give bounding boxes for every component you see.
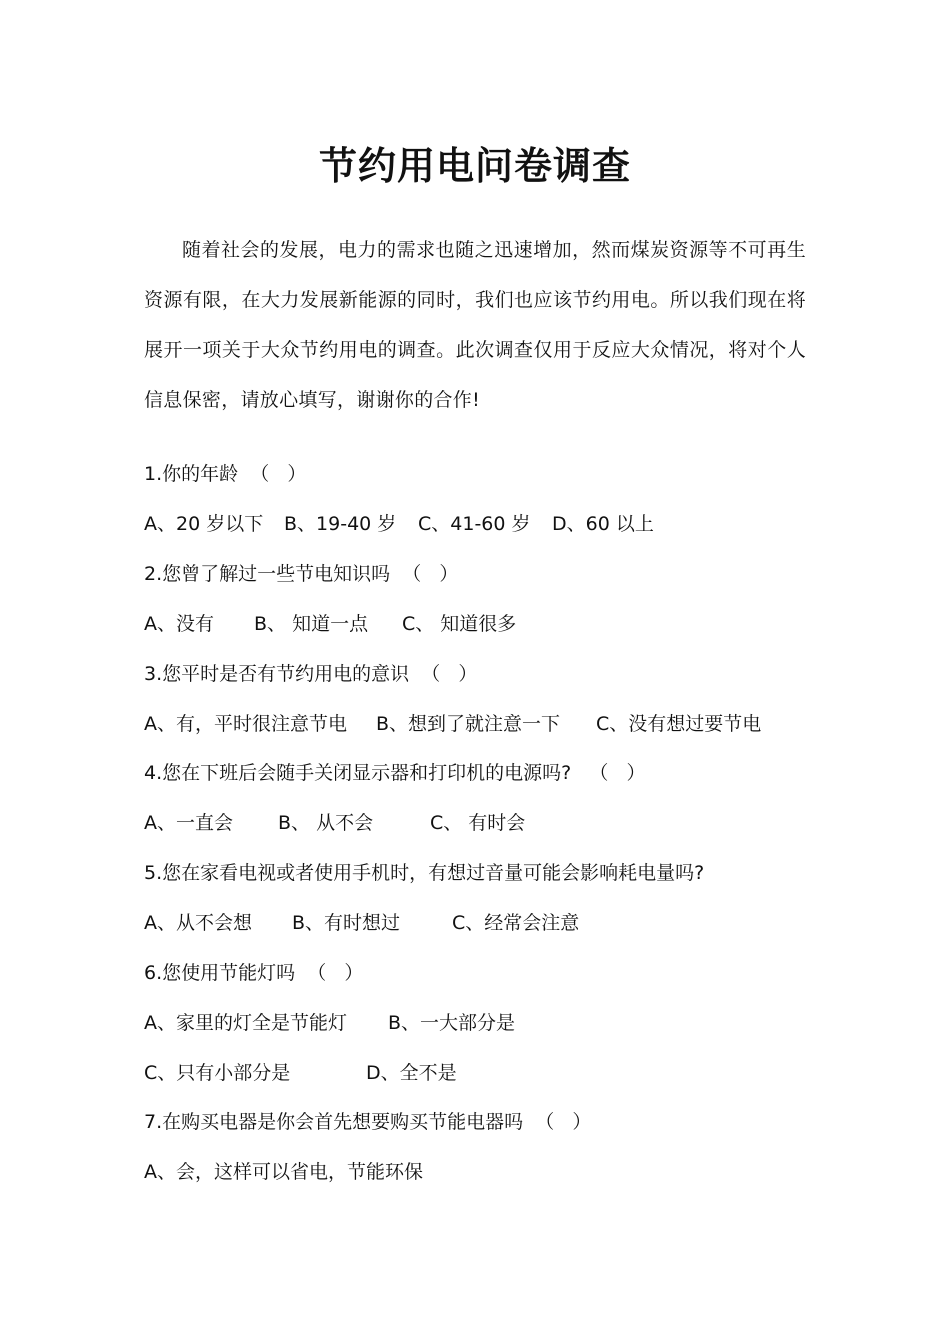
option-b: B、有时想过 [292, 912, 401, 934]
option-a: A、会，这样可以省电，节能环保 [144, 1161, 423, 1183]
option-b: B、19-40 岁 [284, 513, 397, 535]
option-c: C、 知道很多 [402, 613, 517, 635]
question-3: 3.您平时是否有节约用电的意识 （ ） [144, 663, 478, 685]
option-b: B、一大部分是 [388, 1012, 516, 1034]
option-a: A、没有 [144, 613, 214, 635]
question-7-options [144, 1157, 423, 1247]
option-d: D、60 以上 [552, 513, 654, 535]
document-title: 节约用电问卷调查 [318, 144, 631, 188]
option-c: C、只有小部分是 [144, 1062, 291, 1084]
option-c: C、没有想过要节电 [596, 713, 762, 735]
option-b: B、 从不会 [278, 812, 374, 834]
option-c: C、经常会注意 [452, 912, 580, 934]
option-d: D、全不是 [366, 1062, 457, 1084]
option-c: C、41-60 岁 [418, 513, 531, 535]
question-5: 5.您在家看电视或者使用手机时，有想过音量可能会影响耗电量吗? [144, 862, 705, 884]
question-6: 6.您使用节能灯吗 （ ） [144, 962, 364, 984]
option-b: B、 知道一点 [254, 613, 369, 635]
option-a: A、从不会想 [144, 912, 252, 934]
option-c: C、 有时会 [430, 812, 526, 834]
intro-paragraph: 随着社会的发展，电力的需求也随之迅速增加，然而煤炭资源等不可再生资源有限，在大力发展新能源的同时，我们也应该节约用电。所以我们现在将展开一项关于大众节约用电的调查。此次调查仅用于反应大众情况，将对个人信息保密，请放心填写，谢谢你的合作! [144, 239, 806, 411]
option-a: A、20 岁以下 [144, 513, 264, 535]
question-1: 1.你的年龄 （ ） [144, 463, 307, 485]
option-a: A、一直会 [144, 812, 233, 834]
question-7: 7.在购买电器是你会首先想要购买节能电器吗 （ ） [144, 1111, 592, 1133]
question-2: 2.您曾了解过一些节电知识吗 （ ） [144, 563, 459, 585]
option-a: A、家里的灯全是节能灯 [144, 1012, 347, 1034]
option-b: B、想到了就注意一下 [376, 713, 561, 735]
option-a: A、有，平时很注意节电 [144, 713, 347, 735]
question-4: 4.您在下班后会随手关闭显示器和打印机的电源吗? （ ） [144, 762, 646, 784]
